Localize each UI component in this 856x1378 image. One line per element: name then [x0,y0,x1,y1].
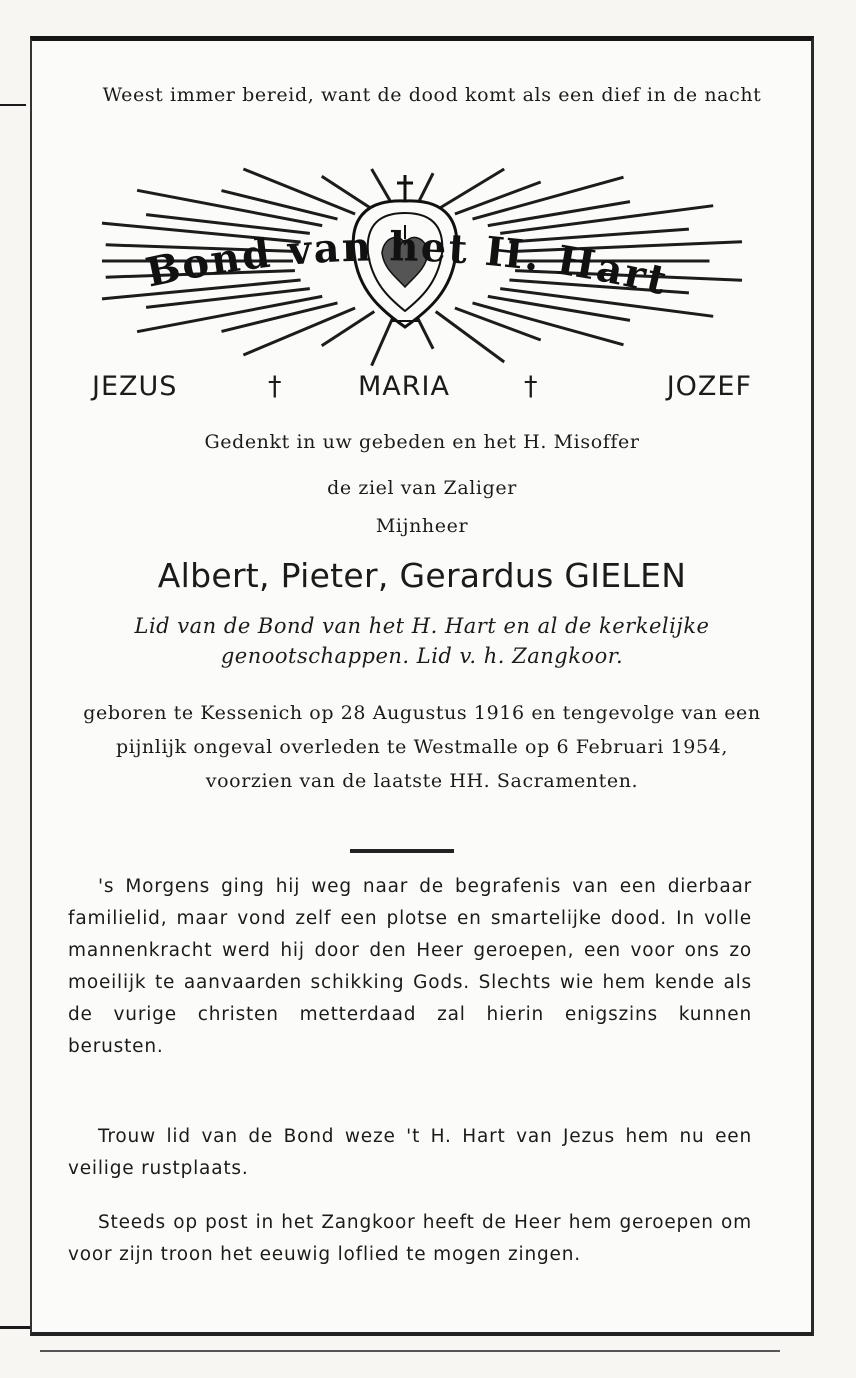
sunburst-ray [222,303,338,332]
sunburst-ray [436,312,505,363]
memorial-card [30,36,814,1336]
sunburst-ray [243,169,355,214]
sacred-heart-emblem [92,161,752,391]
emblem-banner-text: Bond van het H. Hart [141,223,673,305]
memorial-text [68,1207,752,1271]
memorial-text [68,871,752,1063]
membership-line: Lid van de Bond van het H. Hart en al de kerkelijke genootschappen. Lid v. h. Zangkoor. [134,614,710,668]
sunburst-ray [322,312,375,346]
prayer-line: Gedenkt in uw gebeden en het H. Misoffer [204,431,640,453]
sunburst-ray [488,202,630,226]
sunburst-ray [488,296,630,320]
name-jezus: JEZUS [92,371,178,402]
sunburst-ray [222,191,338,220]
memorial-text [68,1121,752,1185]
sunburst-ray [455,182,541,214]
cross-icon: † [524,371,539,402]
divider [350,849,454,853]
holy-names [92,371,752,411]
cross-icon: † [268,371,283,402]
birth-death-text: geboren te Kessenich op 28 Augustus 1916 en tengevolge van een pijnlijk ongeval overleden te Westmalle op 6 Februari 1954, voorzien van de laatste HH. Sacramenten. [83,702,761,792]
soul-line: de ziel van Zaliger [327,477,517,499]
sunburst-ray [243,308,355,355]
sunburst-ray [372,313,395,365]
sunburst-ray [436,169,505,211]
title-line: Mijnheer [375,515,469,537]
deceased-name: Albert, Pieter, Gerardus GIELEN [157,556,687,595]
scan-edge-left [0,1326,30,1329]
paragraph: Steeds op post in het Zangkoor heeft de Heer hem geroepen om voor zijn troon het eeuwig loflied te mogen zingen. [68,1212,752,1265]
name-maria: MARIA [358,371,450,402]
name-jozef: JOZEF [666,371,752,402]
paragraph: 's Morgens ging hij weg naar de begrafenis van een dierbaar familielid, maar vond zelf een plotse en smartelijke dood. In volle mannenkracht werd hij door den Heer geroepen, een voor ons zo moeilijk te aanvaarden schikking Gods. Slechts wie hem kende als de vurige christen metterdaad zal hierin enigszins kunnen berusten. [68,876,752,1057]
scan-edge-bottom [40,1350,780,1352]
scan-edge-top-left [0,104,26,106]
card-verse: Weest immer bereid, want de dood komt als een dief in de nacht [102,84,762,106]
paragraph: Trouw lid van de Bond weze 't H. Hart van Jezus hem nu een veilige rustplaats. [68,1126,752,1179]
sunburst-ray [322,176,375,210]
